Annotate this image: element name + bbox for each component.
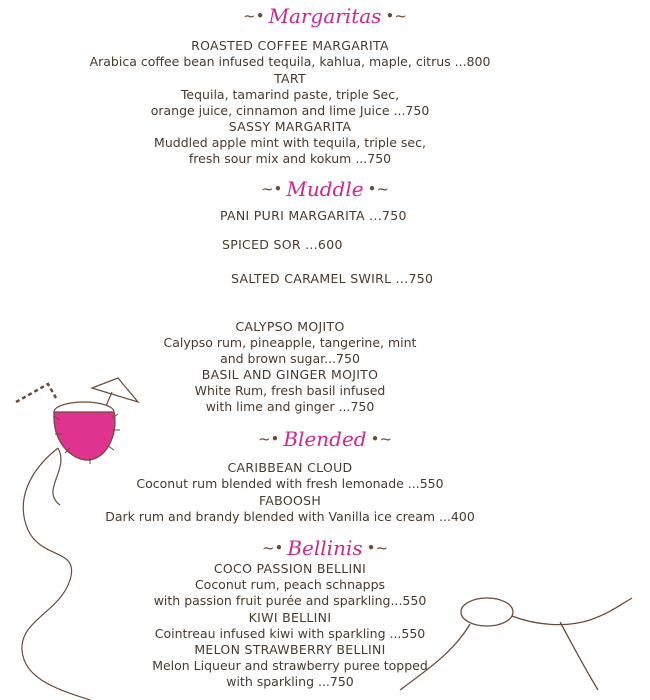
menu-item-salted-caramel-swirl: SALTED CARAMEL SWIRL ...750	[231, 271, 434, 286]
menu-item-sassy-margarita	[0, 119, 580, 167]
item-name: TART	[274, 71, 306, 86]
menu-item-tart	[0, 71, 580, 119]
item-description: Muddled apple mint with tequila, triple sec, fresh sour mix and kokum ...750	[154, 135, 426, 166]
item-name: CALYPSO MOJITO	[235, 319, 345, 334]
menu-item-caribbean-cloud	[0, 460, 580, 492]
item-description: Coconut rum, peach schnapps with passion fruit purée and sparkling...550	[153, 577, 427, 608]
item-name: MELON STRAWBERRY BELLINI	[194, 642, 386, 657]
item-description: Calypso rum, pineapple, tangerine, mint and brown sugar...750	[163, 335, 417, 366]
item-description: Cointreau infused kiwi with sparkling ...550	[154, 626, 426, 641]
menu-item-faboosh	[0, 493, 580, 525]
item-description: Melon Liqueur and strawberry puree topped with sparkling ...750	[152, 658, 428, 689]
item-name: SASSY MARGARITA	[228, 119, 352, 134]
item-name: CARIBBEAN CLOUD	[227, 460, 353, 475]
item-name: ROASTED COFFEE MARGARITA	[191, 38, 389, 53]
section-title-blended: ~• Blended •~	[257, 427, 393, 451]
section-title-margaritas: ~• Margaritas •~	[243, 4, 407, 28]
menu-item-pani-puri-margarita: PANI PURI MARGARITA ...750	[220, 208, 407, 223]
item-description: Tequila, tamarind paste, triple Sec, orange juice, cinnamon and lime Juice ...750	[150, 87, 430, 118]
item-description: Coconut rum blended with fresh lemonade ...550	[136, 476, 444, 491]
menu-item-melon-strawberry-bellini	[0, 642, 580, 690]
section-title-muddle: ~• Muddle •~	[260, 177, 390, 201]
item-name: FABOOSH	[258, 493, 322, 508]
item-name: KIWI BELLINI	[248, 610, 332, 625]
menu-item-coco-passion-bellini	[0, 561, 580, 609]
menu-item-basil-and-ginger-mojito	[0, 367, 580, 415]
item-name: COCO PASSION BELLINI	[213, 561, 367, 576]
menu-item-spiced-sor: SPICED SOR ...600	[222, 237, 343, 252]
item-name: BASIL AND GINGER MOJITO	[201, 367, 379, 382]
menu-item-roasted-coffee-margarita	[0, 38, 580, 70]
section-title-bellinis: ~• Bellinis •~	[261, 536, 389, 560]
menu-item-calypso-mojito	[0, 319, 580, 367]
item-description: Dark rum and brandy blended with Vanilla ice cream ...400	[105, 509, 475, 524]
item-description: White Rum, fresh basil infused with lime and ginger ...750	[194, 383, 386, 414]
menu-item-kiwi-bellini	[0, 610, 580, 642]
item-description: Arabica coffee bean infused tequila, kahlua, maple, citrus ...800	[89, 54, 491, 69]
